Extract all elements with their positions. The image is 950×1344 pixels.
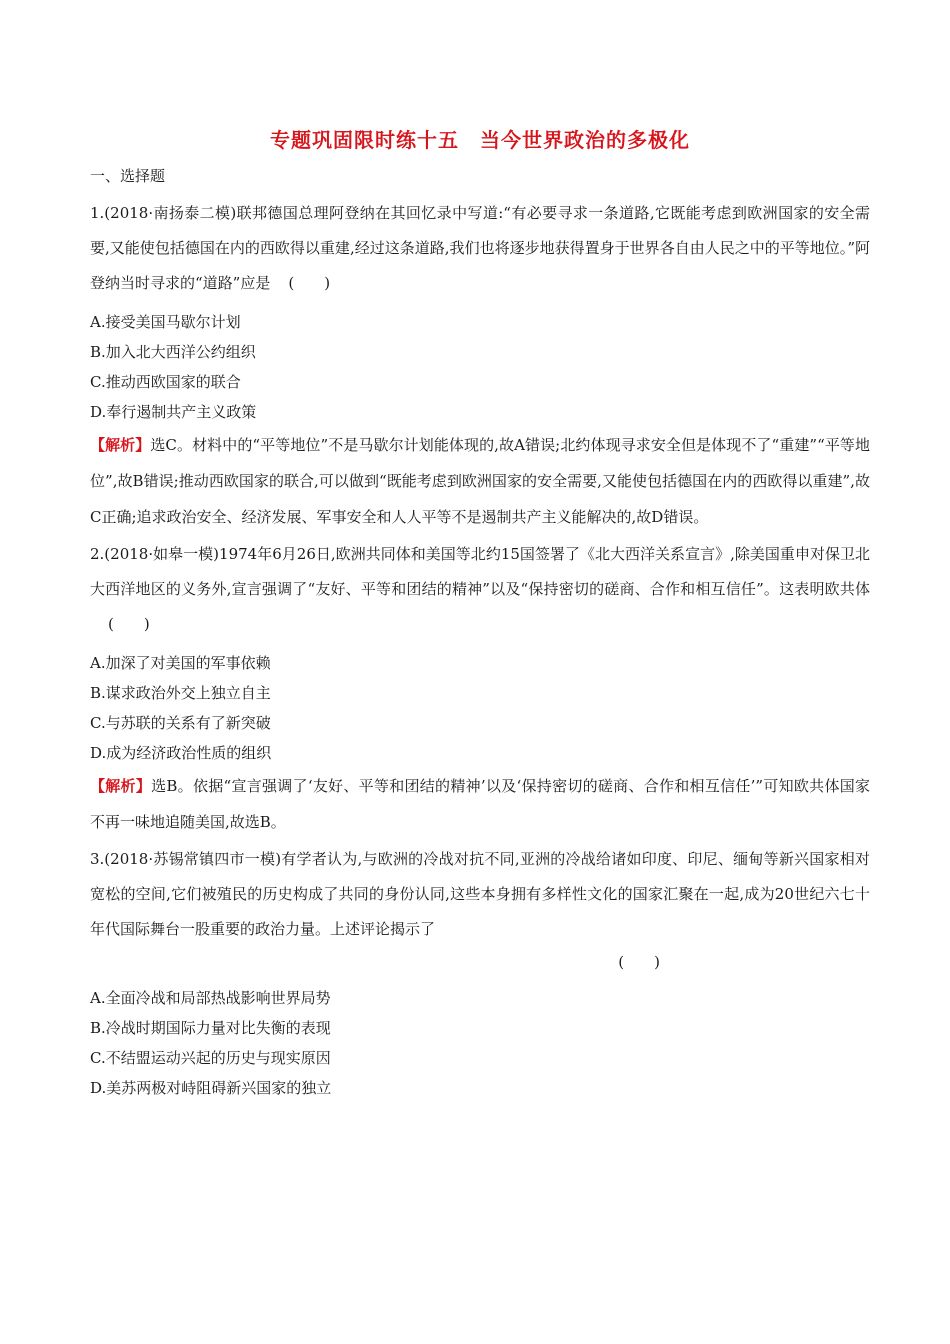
document-page [90, 120, 870, 1103]
question-3-options [90, 989, 870, 1097]
option-a: A.全面冷战和局部热战影响世界局势 [90, 989, 331, 1007]
section-heading: 一、选择题 [90, 167, 166, 185]
option-d: D.成为经济政治性质的组织 [90, 744, 272, 762]
answer-paren: ( ) [288, 274, 331, 292]
option-b: B.冷战时期国际力量对比失衡的表现 [90, 1019, 331, 1037]
question-2-analysis: 【解析】选B。依据“宣言强调了‘友好、平等和团结的精神’以及‘保持密切的磋商、合作和相互信任’”可知欧共体国家不再一味地追随美国,故选B。 [90, 777, 870, 831]
option-b: B.加入北大西洋公约组织 [90, 343, 256, 361]
option-d: D.奉行遏制共产主义政策 [90, 403, 257, 421]
question-2-stem: 2.(2018·如皋一模)1974年6月26日,欧洲共同体和美国等北约15国签署了《北大西洋关系宣言》,除美国重申对保卫北大西洋地区的义务外,宣言强调了“友好、平等和团结的精神”以及“保持密切的磋商、合作和相互信任”。这表明欧共体( ) [90, 537, 870, 642]
page-title: 专题巩固限时练十五 当今世界政治的多极化 [270, 128, 690, 152]
question-1-analysis: 【解析】选C。材料中的“平等地位”不是马歇尔计划能体现的,故A错误;北约体现寻求安全但是体现不了“重建”“平等地位”,故B错误;推动西欧国家的联合,可以做到“既能考虑到欧洲国家的安全需要,又能使包括德国在内的西欧得以重建”,故C正确;追求政治安全、经济发展、军事安全和人人平等不是遏制共产主义能解决的,故D错误。 [90, 436, 870, 526]
answer-paren: ( ) [108, 615, 150, 633]
option-b: B.谋求政治外交上独立自主 [90, 684, 271, 702]
answer-paren: ( ) [618, 953, 660, 971]
question-1-options [90, 313, 870, 421]
option-a: A.加深了对美国的军事依赖 [90, 654, 271, 672]
option-d: D.美苏两极对峙阻碍新兴国家的独立 [90, 1079, 332, 1097]
option-c: C.不结盟运动兴起的历史与现实原因 [90, 1049, 331, 1067]
question-1-stem: 1.(2018·南扬泰二模)联邦德国总理阿登纳在其回忆录中写道:“有必要寻求一条道路,它既能考虑到欧洲国家的安全需要,又能使包括德国在内的西欧得以重建,经过这条道路,我们也将逐步地获得置身于世界各自由人民之中的平等地位。”阿登纳当时寻求的“道路”应是 ( ) [90, 196, 870, 301]
question-3-stem: 3.(2018·苏锡常镇四市一模)有学者认为,与欧洲的冷战对抗不同,亚洲的冷战给诸如印度、印尼、缅甸等新兴国家相对宽松的空间,它们被殖民的历史构成了共同的身份认同,这些本身拥有多样性文化的国家汇聚在一起,成为20世纪六七十年代国际舞台一股重要的政治力量。上述评论揭示了 [90, 850, 870, 938]
option-c: C.与苏联的关系有了新突破 [90, 714, 271, 732]
analysis-label: 【解析】 [90, 777, 152, 795]
option-a: A.接受美国马歇尔计划 [90, 313, 241, 331]
question-2-options [90, 654, 870, 762]
analysis-label: 【解析】 [90, 436, 151, 454]
option-c: C.推动西欧国家的联合 [90, 373, 241, 391]
